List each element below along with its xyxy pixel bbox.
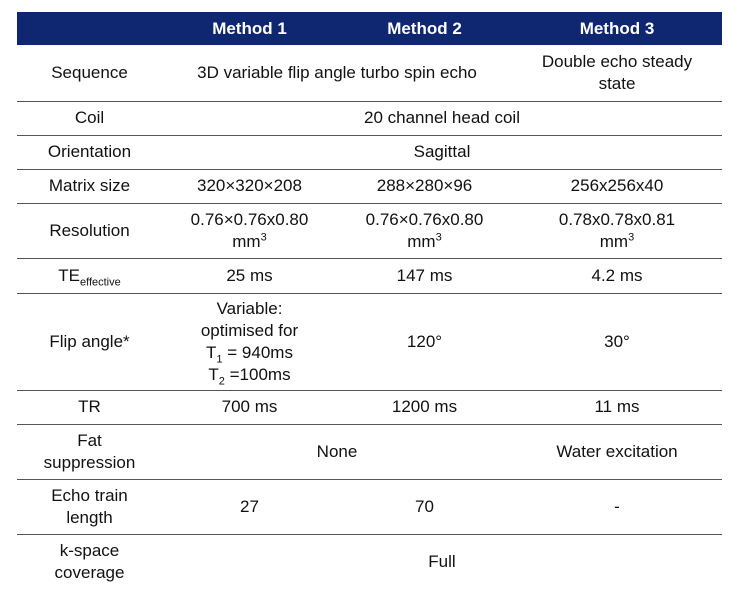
te-method-1: 25 ms: [162, 258, 337, 293]
tr-method-3: 11 ms: [512, 390, 722, 424]
row-resolution: [17, 203, 722, 258]
kspace-label-line1: k-space: [59, 541, 120, 561]
flip-method-1: [162, 293, 337, 390]
row-k-space-coverage: [17, 534, 722, 590]
label-matrix-size: Matrix size: [17, 169, 162, 203]
label-sequence: Sequence: [17, 45, 162, 101]
flip-t2-symbol: T: [208, 364, 219, 384]
te-label-main: TE: [58, 265, 80, 285]
label-k-space-coverage: [17, 534, 162, 590]
flip-method-3: 30°: [512, 293, 722, 390]
resolution-method-2-value: 0.76×0.76x0.80: [365, 209, 484, 229]
resolution-method-1-value: 0.76×0.76x0.80: [190, 209, 309, 229]
header-method-3: Method 3: [512, 12, 722, 45]
resolution-unit-exponent: 3: [435, 230, 442, 243]
fat-methods-1-2: None: [162, 424, 512, 479]
label-coil: Coil: [17, 101, 162, 135]
row-tr: [17, 390, 722, 424]
label-flip-angle: Flip angle*: [17, 293, 162, 390]
resolution-method-3: [512, 203, 722, 258]
fat-method-3: Water excitation: [512, 424, 722, 479]
echo-label-line2: length: [66, 507, 113, 527]
orientation-all-methods: Sagittal: [162, 135, 722, 169]
label-fat-suppression: [17, 424, 162, 479]
flip-t1-subscript: 1: [216, 352, 223, 365]
te-label-subscript: effective: [79, 275, 121, 288]
row-sequence: [17, 45, 722, 101]
row-orientation: [17, 135, 722, 169]
resolution-method-1: [162, 203, 337, 258]
row-echo-train-length: [17, 479, 722, 534]
flip-method-2: 120°: [337, 293, 512, 390]
resolution-unit-exponent: 3: [260, 230, 267, 243]
echo-method-1: 27: [162, 479, 337, 534]
resolution-unit-exponent: 3: [628, 230, 635, 243]
flip-t2-subscript: 2: [218, 374, 225, 387]
label-orientation: Orientation: [17, 135, 162, 169]
tr-method-2: 1200 ms: [337, 390, 512, 424]
resolution-unit: mm: [407, 231, 436, 251]
row-flip-angle: [17, 293, 722, 390]
resolution-unit: mm: [599, 231, 629, 251]
header-row: [17, 12, 722, 45]
echo-method-2: 70: [337, 479, 512, 534]
header-method-1: Method 1: [162, 12, 337, 45]
header-blank-cell: [17, 12, 162, 45]
coil-all-methods: 20 channel head coil: [162, 101, 722, 135]
flip-t1-symbol: T: [206, 342, 217, 362]
resolution-method-3-value: 0.78x0.78x0.81: [558, 209, 676, 229]
sequence-method-3-line2: state: [598, 73, 636, 93]
flip-t2-value: =100ms: [224, 364, 291, 384]
mri-parameters-table: [17, 12, 722, 590]
flip-t1-value: = 940ms: [222, 342, 293, 362]
flip-method-1-line1: Variable:: [216, 298, 283, 318]
row-matrix-size: [17, 169, 722, 203]
label-resolution: Resolution: [17, 203, 162, 258]
label-echo-train-length: [17, 479, 162, 534]
te-method-2: 147 ms: [337, 258, 512, 293]
matrix-method-1: 320×320×208: [162, 169, 337, 203]
kspace-label-line2: coverage: [54, 563, 125, 583]
kspace-all-methods: Full: [428, 552, 456, 572]
label-tr: TR: [17, 390, 162, 424]
tr-method-1: 700 ms: [162, 390, 337, 424]
matrix-method-2: 288×280×96: [337, 169, 512, 203]
resolution-unit: mm: [232, 231, 261, 251]
resolution-method-2: [337, 203, 512, 258]
te-method-3: 4.2 ms: [512, 258, 722, 293]
echo-label-line1: Echo train: [51, 485, 128, 505]
fat-label-line2: suppression: [43, 452, 136, 472]
fat-label-line1: Fat: [77, 430, 102, 450]
row-te-effective: [17, 258, 722, 293]
sequence-methods-1-2: 3D variable flip angle turbo spin echo: [162, 45, 512, 101]
header-method-2: Method 2: [337, 12, 512, 45]
label-te-effective: [17, 258, 162, 293]
row-coil: [17, 101, 722, 135]
sequence-method-3-line1: Double echo steady: [541, 51, 693, 71]
row-fat-suppression: [17, 424, 722, 479]
echo-method-3: -: [512, 479, 722, 534]
matrix-method-3: 256x256x40: [512, 169, 722, 203]
sequence-method-3: [512, 45, 722, 101]
flip-method-1-line2: optimised for: [200, 320, 299, 340]
